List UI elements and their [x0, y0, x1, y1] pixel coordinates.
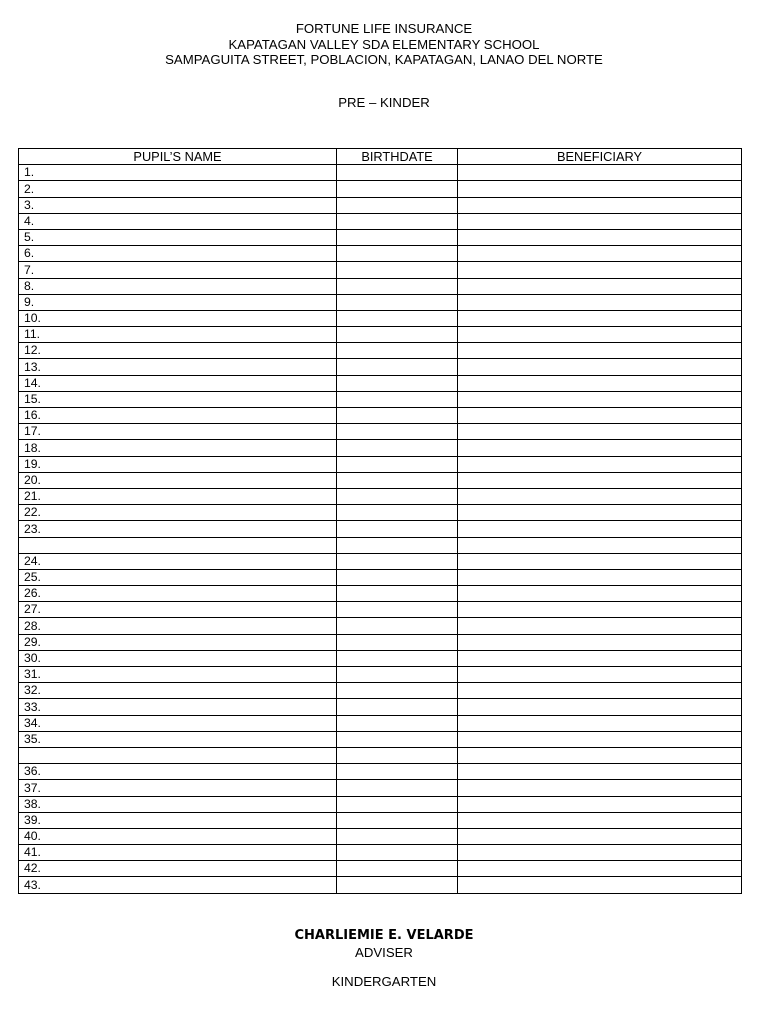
birthdate-cell — [337, 715, 458, 731]
pupil-name-cell: 18. — [19, 440, 337, 456]
table-row — [19, 246, 742, 262]
pupil-name-cell: 31. — [19, 667, 337, 683]
table-row — [19, 731, 742, 747]
table-row — [19, 424, 742, 440]
pupil-name-cell: 39. — [19, 812, 337, 828]
beneficiary-cell — [458, 181, 742, 197]
beneficiary-cell — [458, 229, 742, 245]
beneficiary-cell — [458, 602, 742, 618]
table-row — [19, 747, 742, 763]
table-row — [19, 812, 742, 828]
pupil-name-cell: 22. — [19, 505, 337, 521]
birthdate-cell — [337, 747, 458, 763]
birthdate-cell — [337, 764, 458, 780]
table-row — [19, 181, 742, 197]
birthdate-cell — [337, 359, 458, 375]
table-row — [19, 618, 742, 634]
pupil-name-cell: 6. — [19, 246, 337, 262]
beneficiary-cell — [458, 391, 742, 407]
beneficiary-cell — [458, 262, 742, 278]
birthdate-cell — [337, 488, 458, 504]
pupil-name-cell: 9. — [19, 294, 337, 310]
birthdate-cell — [337, 327, 458, 343]
table-row — [19, 877, 742, 893]
birthdate-cell — [337, 537, 458, 553]
beneficiary-cell — [458, 618, 742, 634]
beneficiary-cell — [458, 634, 742, 650]
birthdate-cell — [337, 521, 458, 537]
pupil-name-cell: 16. — [19, 408, 337, 424]
column-header-birthdate: BIRTHDATE — [337, 149, 458, 165]
birthdate-cell — [337, 861, 458, 877]
beneficiary-cell — [458, 780, 742, 796]
pupil-name-cell: 24. — [19, 553, 337, 569]
beneficiary-cell — [458, 343, 742, 359]
table-row — [19, 456, 742, 472]
pupil-name-cell: 1. — [19, 165, 337, 181]
birthdate-cell — [337, 472, 458, 488]
beneficiary-cell — [458, 683, 742, 699]
pupil-name-cell: 43. — [19, 877, 337, 893]
company-name: FORTUNE LIFE INSURANCE — [295, 21, 473, 36]
beneficiary-cell — [458, 440, 742, 456]
table-row — [19, 391, 742, 407]
birthdate-cell — [337, 731, 458, 747]
table-row — [19, 327, 742, 343]
table-row — [19, 359, 742, 375]
table-row — [19, 488, 742, 504]
pupil-name-cell: 28. — [19, 618, 337, 634]
birthdate-cell — [337, 310, 458, 326]
table-row — [19, 845, 742, 861]
beneficiary-cell — [458, 165, 742, 181]
pupil-name-cell: 38. — [19, 796, 337, 812]
beneficiary-cell — [458, 537, 742, 553]
birthdate-cell — [337, 229, 458, 245]
adviser-name: CHARLIEMIE E. VELARDE — [294, 928, 474, 943]
birthdate-cell — [337, 699, 458, 715]
pupil-name-cell: 8. — [19, 278, 337, 294]
school-name: KAPATAGAN VALLEY SDA ELEMENTARY SCHOOL — [228, 36, 540, 52]
beneficiary-cell — [458, 650, 742, 666]
pupil-name-cell: 19. — [19, 456, 337, 472]
table-row — [19, 861, 742, 877]
beneficiary-cell — [458, 715, 742, 731]
table-row — [19, 310, 742, 326]
document-header — [0, 21, 768, 68]
grade-level-title: PRE – KINDER — [338, 95, 430, 110]
pupil-name-cell: 2. — [19, 181, 337, 197]
beneficiary-cell — [458, 327, 742, 343]
table-row — [19, 505, 742, 521]
beneficiary-cell — [458, 812, 742, 828]
birthdate-cell — [337, 440, 458, 456]
table-row — [19, 796, 742, 812]
table-row — [19, 294, 742, 310]
pupil-name-cell: 4. — [19, 213, 337, 229]
column-header-pupil-name: PUPIL’S NAME — [19, 149, 337, 165]
beneficiary-cell — [458, 521, 742, 537]
birthdate-cell — [337, 294, 458, 310]
beneficiary-cell — [458, 731, 742, 747]
pupil-name-cell — [19, 747, 337, 763]
pupil-name-cell: 12. — [19, 343, 337, 359]
beneficiary-cell — [458, 667, 742, 683]
table-row — [19, 699, 742, 715]
pupil-name-cell: 27. — [19, 602, 337, 618]
table-row — [19, 537, 742, 553]
beneficiary-cell — [458, 408, 742, 424]
pupil-name-cell: 21. — [19, 488, 337, 504]
pupil-name-cell: 13. — [19, 359, 337, 375]
birthdate-cell — [337, 262, 458, 278]
beneficiary-cell — [458, 699, 742, 715]
table-body — [19, 165, 742, 893]
beneficiary-cell — [458, 213, 742, 229]
beneficiary-cell — [458, 861, 742, 877]
table-row — [19, 667, 742, 683]
birthdate-cell — [337, 796, 458, 812]
birthdate-cell — [337, 213, 458, 229]
table-row — [19, 602, 742, 618]
pupil-name-cell: 41. — [19, 845, 337, 861]
birthdate-cell — [337, 391, 458, 407]
pupil-name-cell: 32. — [19, 683, 337, 699]
table-row — [19, 229, 742, 245]
table-row — [19, 472, 742, 488]
birthdate-cell — [337, 246, 458, 262]
beneficiary-cell — [458, 472, 742, 488]
birthdate-cell — [337, 780, 458, 796]
beneficiary-cell — [458, 764, 742, 780]
pupil-name-cell: 42. — [19, 861, 337, 877]
pupil-name-cell: 20. — [19, 472, 337, 488]
table-row — [19, 375, 742, 391]
birthdate-cell — [337, 375, 458, 391]
birthdate-cell — [337, 408, 458, 424]
department-name: KINDERGARTEN — [331, 974, 437, 989]
birthdate-cell — [337, 456, 458, 472]
signature-block — [0, 927, 768, 990]
birthdate-cell — [337, 618, 458, 634]
beneficiary-cell — [458, 310, 742, 326]
beneficiary-cell — [458, 488, 742, 504]
table-row — [19, 165, 742, 181]
beneficiary-cell — [458, 877, 742, 893]
beneficiary-cell — [458, 747, 742, 763]
beneficiary-cell — [458, 569, 742, 585]
table-row — [19, 521, 742, 537]
birthdate-cell — [337, 650, 458, 666]
beneficiary-cell — [458, 505, 742, 521]
pupil-name-cell: 37. — [19, 780, 337, 796]
pupil-name-cell: 35. — [19, 731, 337, 747]
table-row — [19, 764, 742, 780]
table-header-row — [19, 149, 742, 165]
adviser-role: ADVISER — [355, 945, 413, 960]
table-row — [19, 408, 742, 424]
pupil-name-cell: 23. — [19, 521, 337, 537]
pupil-name-cell: 26. — [19, 586, 337, 602]
table-row — [19, 683, 742, 699]
birthdate-cell — [337, 343, 458, 359]
table-row — [19, 586, 742, 602]
birthdate-cell — [337, 828, 458, 844]
pupil-name-cell: 5. — [19, 229, 337, 245]
beneficiary-cell — [458, 278, 742, 294]
birthdate-cell — [337, 505, 458, 521]
column-header-beneficiary: BENEFICIARY — [458, 149, 742, 165]
school-address: SAMPAGUITA STREET, POBLACION, KAPATAGAN, LANAO DEL NORTE — [165, 52, 603, 68]
pupil-name-cell: 15. — [19, 391, 337, 407]
pupil-name-cell: 14. — [19, 375, 337, 391]
pupil-name-cell: 36. — [19, 764, 337, 780]
beneficiary-cell — [458, 197, 742, 213]
birthdate-cell — [337, 569, 458, 585]
birthdate-cell — [337, 181, 458, 197]
birthdate-cell — [337, 278, 458, 294]
beneficiary-cell — [458, 375, 742, 391]
pupil-name-cell: 30. — [19, 650, 337, 666]
beneficiary-cell — [458, 828, 742, 844]
birthdate-cell — [337, 586, 458, 602]
birthdate-cell — [337, 553, 458, 569]
beneficiary-cell — [458, 845, 742, 861]
table-row — [19, 343, 742, 359]
birthdate-cell — [337, 634, 458, 650]
birthdate-cell — [337, 165, 458, 181]
pupil-name-cell: 10. — [19, 310, 337, 326]
pupil-name-cell: 34. — [19, 715, 337, 731]
pupil-name-cell: 33. — [19, 699, 337, 715]
birthdate-cell — [337, 197, 458, 213]
pupil-name-cell — [19, 537, 337, 553]
pupil-name-cell: 29. — [19, 634, 337, 650]
pupil-name-cell: 7. — [19, 262, 337, 278]
pupil-name-cell: 25. — [19, 569, 337, 585]
birthdate-cell — [337, 683, 458, 699]
birthdate-cell — [337, 667, 458, 683]
table-row — [19, 715, 742, 731]
table-row — [19, 278, 742, 294]
pupil-name-cell: 3. — [19, 197, 337, 213]
table-row — [19, 553, 742, 569]
beneficiary-cell — [458, 456, 742, 472]
birthdate-cell — [337, 812, 458, 828]
table-row — [19, 197, 742, 213]
table-row — [19, 262, 742, 278]
table-row — [19, 780, 742, 796]
table-row — [19, 828, 742, 844]
beneficiary-cell — [458, 586, 742, 602]
table-row — [19, 440, 742, 456]
beneficiary-cell — [458, 553, 742, 569]
birthdate-cell — [337, 877, 458, 893]
birthdate-cell — [337, 424, 458, 440]
pupil-name-cell: 40. — [19, 828, 337, 844]
birthdate-cell — [337, 602, 458, 618]
table-row — [19, 634, 742, 650]
beneficiary-cell — [458, 246, 742, 262]
pupil-roster-table — [18, 148, 742, 894]
beneficiary-cell — [458, 424, 742, 440]
pupil-name-cell: 17. — [19, 424, 337, 440]
pupil-name-cell: 11. — [19, 327, 337, 343]
table-row — [19, 569, 742, 585]
table-row — [19, 213, 742, 229]
table-row — [19, 650, 742, 666]
beneficiary-cell — [458, 294, 742, 310]
beneficiary-cell — [458, 796, 742, 812]
birthdate-cell — [337, 845, 458, 861]
beneficiary-cell — [458, 359, 742, 375]
